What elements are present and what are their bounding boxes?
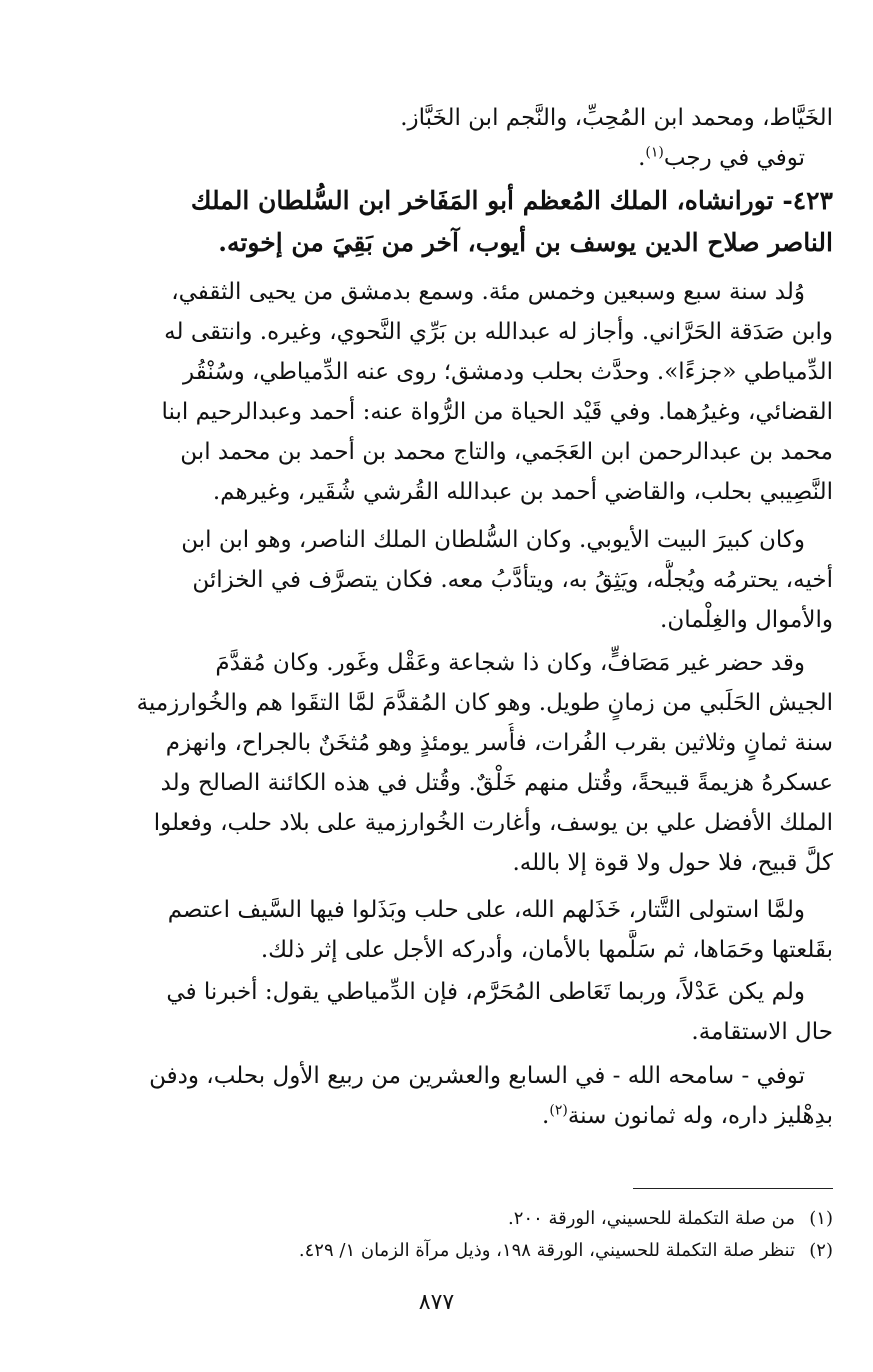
- text-line: ولمَّا استولى التَّتار، خَذَلهم الله، على حلب وبَذَلوا فيها السَّيف اعتصم: [167, 897, 805, 923]
- heading-line: ٤٢٣- تورانشاه، الملك المُعظم أبو المَفَاخر ابن السُّلطان الملك: [190, 186, 833, 215]
- entry-heading: [38, 180, 833, 264]
- footnote-text: تنظر صلة التكملة للحسيني، الورقة ١٩٨، وذيل مرآة الزمان ١/ ٤٢٩.: [298, 1240, 795, 1261]
- death-note-line: [38, 138, 833, 178]
- text-line: وقد حضر غير مَصَافٍّ، وكان ذا شجاعة وعَقْل وغَور. وكان مُقدَّمَ: [215, 650, 805, 676]
- text-line: حال الاستقامة.: [691, 1019, 833, 1045]
- text-line: كلَّ قبيح، فلا حول ولا قوة إلا بالله.: [512, 850, 833, 876]
- footnotes: [38, 1203, 833, 1267]
- page-number: ٨٧٧: [418, 1290, 455, 1315]
- footnote-number: (٢): [809, 1240, 833, 1261]
- text-line: النَّصِيبي بحلب، والقاضي أحمد بن عبدالله القُرشي شُقَير، وغيرهم.: [212, 479, 833, 505]
- text-line: سنة ثمانٍ وثلاثين بقرب الفُرات، فأُسر يومئذٍ وهو مُثخَنٌ بالجراح، وانهزم: [165, 730, 833, 756]
- paragraph-character: [38, 972, 833, 1052]
- text-line: وكان كبيرَ البيت الأيوبي. وكان السُّلطان الملك الناصر، وهو ابن ابن: [181, 527, 805, 553]
- text-line: الجيش الحَلَبي من زمانٍ طويل. وهو كان المُقدَّمَ لمَّا التقَوا هم والخُوارزمية: [136, 690, 833, 716]
- paragraph-battles: [38, 643, 833, 883]
- footnote-ref: (١): [645, 144, 664, 161]
- text-line: عسكرهُ هزيمةً قبيحةً، وقُتل منهم خَلْقٌ. وقُتل في هذه الكائنة الصالح ولد: [160, 770, 833, 796]
- text-line: الملك الأفضل علي بن يوسف، وأغارت الخُوارزمية على بلاد حلب، وفعلوا: [153, 810, 833, 836]
- footnote-text: من صلة التكملة للحسيني، الورقة ٢٠٠.: [508, 1208, 795, 1229]
- footnote-ref: (٢): [549, 1102, 568, 1119]
- text-line: والأموال والغِلْمان.: [660, 607, 833, 633]
- text-line: توفي - سامحه الله - في السابع والعشرين من ربيع الأول بحلب، ودفن: [149, 1063, 805, 1089]
- text-line: وابن صَدَقة الحَرَّاني. وأجاز له عبدالله بن بَرِّي النَّحوي، وغيره. وانتقى له: [164, 319, 833, 345]
- text-line: محمد بن عبدالرحمن ابن العَجَمي، والتاج محمد بن أحمد بن محمد ابن: [180, 439, 833, 465]
- footnote-separator: [633, 1188, 833, 1189]
- text-fragment: توفي في رجب: [663, 145, 805, 171]
- text-fragment: .: [542, 1103, 550, 1129]
- footnote: [38, 1235, 833, 1267]
- text-line: ولم يكن عَدْلاً، وربما تَعَاطى المُحَرَّم، فإن الدِّمياطي يقول: أخبرنا في: [166, 979, 805, 1005]
- text-line: بقَلعتها وحَمَاها، ثم سَلَّمها بالأمان، وأدركه الأجل على إثر ذلك.: [260, 937, 833, 963]
- continuation-block: [38, 98, 833, 178]
- footnote: [38, 1203, 833, 1235]
- paragraph-birth: [38, 272, 833, 512]
- paragraph-status: [38, 520, 833, 640]
- paragraph-tatars: [38, 890, 833, 970]
- text-fragment: .: [638, 145, 646, 171]
- text-line: القضائي، وغيرُهما. وفي قَيْد الحياة من الرُّواة عنه: أحمد وعبدالرحيم ابنا: [161, 399, 833, 425]
- heading-line: الناصر صلاح الدين يوسف بن أيوب، آخر من بَقِيَ من إخوته.: [218, 228, 833, 257]
- text-fragment: بدِهْليز داره، وله ثمانون سنة: [567, 1103, 833, 1129]
- death-line: [38, 1096, 833, 1136]
- paragraph-death: [38, 1056, 833, 1136]
- text-line: الدِّمياطي «جزءًا». وحدَّث بحلب ودمشق؛ روى عنه الدِّمياطي، وسُنْقُر: [183, 359, 833, 385]
- text-line: وُلد سنة سبع وسبعين وخمس مئة. وسمع بدمشق من يحيى الثقفي،: [171, 279, 805, 305]
- footnote-number: (١): [809, 1208, 833, 1229]
- text-line: أخيه، يحترمُه ويُجلُّه، ويَثِقُ به، ويتأدَّبُ معه. فكان يتصرَّف في الخزائن: [192, 567, 833, 593]
- text-line: الخَيَّاط، ومحمد ابن المُحِبِّ، والنَّجم ابن الخَبَّاز.: [400, 105, 833, 131]
